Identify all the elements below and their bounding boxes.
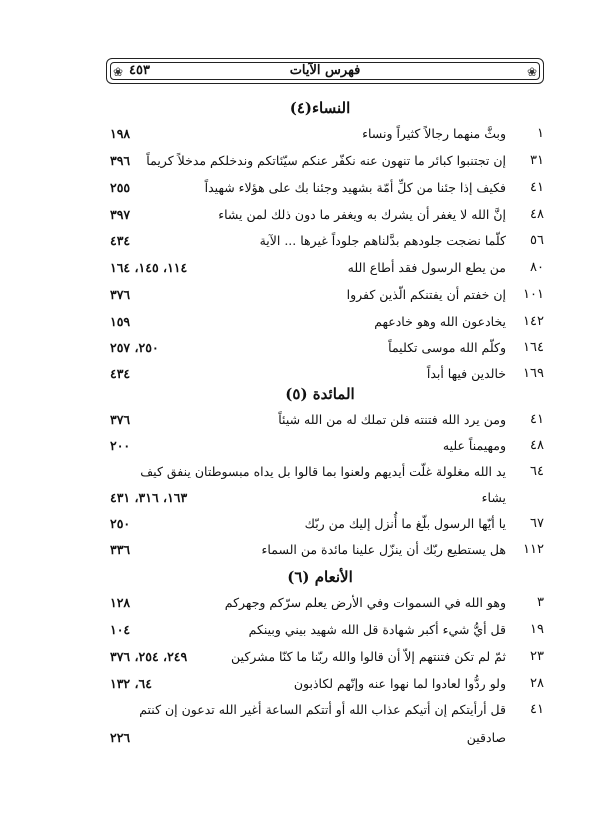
verse-row xyxy=(106,207,544,227)
section-title-maidah: المائدة (٥) xyxy=(285,385,355,403)
verse-text: ثمّ لم تكن فتنتهم إلاّ أن قالوا والله ربّنا ما كنّا مشركين xyxy=(231,649,506,664)
verse-text: ولو ردُّوا لعادوا لما نهوا عنه وإنّهم لكاذبون xyxy=(293,676,506,691)
verse-number: ٦٤ xyxy=(530,464,544,479)
verse-text: يخادعون الله وهو خادعهم xyxy=(374,314,506,329)
section-title-nisa: النساء(٤) xyxy=(289,99,351,117)
page-references: ١٥٩ xyxy=(110,314,131,329)
section-title-anam: الأنعام (٦) xyxy=(287,568,353,586)
verse-number: ١ xyxy=(537,126,544,141)
verse-number: ٦٧ xyxy=(530,516,544,531)
page-references: ٢٢٦ xyxy=(110,730,131,745)
verse-number: ٤١ xyxy=(530,180,544,195)
verse-row xyxy=(106,649,544,669)
verse-number: ١١٢ xyxy=(523,542,544,557)
verse-number: ٤٨ xyxy=(530,438,544,453)
page-references: ٢٠٠ xyxy=(110,438,131,453)
verse-text: يا أيّها الرسول بلّغ ما أُنزل إليك من ربّك xyxy=(304,516,506,531)
verse-number: ٨٠ xyxy=(530,260,544,275)
page-references: ٣٩٧ xyxy=(110,207,131,222)
verse-text: كلّما نضجت جلودهم بدَّلناهم جلوداً غيرها ... الآية xyxy=(259,233,506,248)
verse-number: ٢٨ xyxy=(530,676,544,691)
page-references: ٣٧٦ xyxy=(110,287,131,302)
verse-number: ٥٦ xyxy=(530,233,544,248)
verse-row xyxy=(106,260,544,280)
verse-row xyxy=(106,180,544,200)
verse-row xyxy=(106,622,544,642)
page-number: ٤٥٣ xyxy=(129,63,150,78)
verse-row xyxy=(106,676,544,696)
verse-number: ٢٣ xyxy=(530,649,544,664)
verse-number: ٤١ xyxy=(530,412,544,427)
verse-row xyxy=(106,438,544,458)
verse-row xyxy=(106,314,544,334)
verse-row xyxy=(106,542,544,562)
verse-number: ٤٨ xyxy=(530,207,544,222)
verse-text-continuation: يشاء xyxy=(481,490,506,505)
verse-row xyxy=(106,233,544,253)
verse-text: وبثَّ منهما رجالاً كثيراً ونساء xyxy=(362,126,506,141)
verse-text: قل أرأيتكم إن أتيكم عذاب الله أو أتتكم الساعة أغير الله تدعون إن كنتم xyxy=(139,702,506,717)
verse-number: ١٦٤ xyxy=(523,340,544,355)
page-references: ٣٩٦ xyxy=(110,153,131,168)
verse-row xyxy=(106,126,544,146)
verse-text: إنَّ الله لا يغفر أن يشرك به ويغفر ما دون ذلك لمن يشاء xyxy=(218,207,506,222)
ornament-left-icon: ❀ xyxy=(113,65,124,79)
verse-row xyxy=(106,153,544,173)
page-references: ٢٥٠، ٢٥٧ xyxy=(110,340,159,355)
page-title: فهرس الآيات xyxy=(289,63,361,78)
verse-text-continuation: صادقين xyxy=(466,730,506,745)
verse-number: ٣ xyxy=(537,595,544,610)
verse-text: قل أيُّ شيء أكبر شهادة قل الله شهيد بيني وبينكم xyxy=(248,622,506,637)
page-references: ١١٤، ١٤٥، ١٦٤ xyxy=(110,260,188,275)
verse-row xyxy=(106,412,544,432)
verse-number: ٤١ xyxy=(530,702,544,717)
page-references: ١٢٨ xyxy=(110,595,131,610)
verse-row xyxy=(106,287,544,307)
verse-text: يد الله مغلولة غلّت أيديهم ولعنوا بما قالوا بل يداه مبسوطتان ينفق كيف xyxy=(140,464,506,479)
page-references: ١٦٣، ٣١٦، ٤٣١ xyxy=(110,490,188,505)
page-references: ٣٧٦ xyxy=(110,412,131,427)
verse-number: ١٩ xyxy=(530,622,544,637)
ornament-right-icon: ❀ xyxy=(526,65,537,79)
verse-row xyxy=(106,340,544,360)
page-references: ٤٣٤ xyxy=(110,366,131,381)
verse-text: هل يستطيع ربّك أن ينزّل علينا مائدة من السماء xyxy=(261,542,506,557)
verse-text: وكلّم الله موسى تكليماً xyxy=(388,340,506,355)
verse-text: فكيف إذا جئنا من كلِّ أمّة بشهيد وجئنا بك على هؤلاء شهيداً xyxy=(204,180,506,195)
verse-row xyxy=(106,516,544,536)
page-references: ٢٤٩، ٢٥٤، ٣٧٦ xyxy=(110,649,188,664)
page-references: ٢٥٥ xyxy=(110,180,131,195)
verse-text: إن خفتم أن يفتنكم الّذين كفروا xyxy=(346,287,506,302)
verse-row xyxy=(106,464,544,510)
page-references: ٤٣٤ xyxy=(110,233,131,248)
page-references: ٢٥٠ xyxy=(110,516,131,531)
verse-text: وهو الله في السموات وفي الأرض يعلم سرّكم وجهركم xyxy=(224,595,506,610)
verse-text: ومهيمناً عليه xyxy=(442,438,506,453)
page-references: ٦٤، ١٣٢ xyxy=(110,676,152,691)
verse-number: ١٦٩ xyxy=(523,366,544,381)
verse-text: إن تجتنبوا كبائر ما تنهون عنه نكفّر عنكم سيّئاتكم وندخلكم مدخلاً كريماً xyxy=(146,153,506,168)
verse-row xyxy=(106,595,544,615)
verse-number: ١٤٢ xyxy=(523,314,544,329)
verse-row xyxy=(106,366,544,386)
verse-text: من يطع الرسول فقد أطاع الله xyxy=(347,260,506,275)
page-references: ١٩٨ xyxy=(110,126,131,141)
verse-number: ١٠١ xyxy=(523,287,544,302)
verse-text: ومن يرد الله فتنته فلن تملك له من الله شيئاً xyxy=(278,412,506,427)
verse-number: ٣١ xyxy=(530,153,544,168)
page-references: ١٠٤ xyxy=(110,622,131,637)
verse-text: خالدين فيها أبداً xyxy=(426,366,506,381)
page-references: ٣٣٦ xyxy=(110,542,131,557)
verse-row xyxy=(106,702,544,752)
page-header xyxy=(106,58,544,84)
